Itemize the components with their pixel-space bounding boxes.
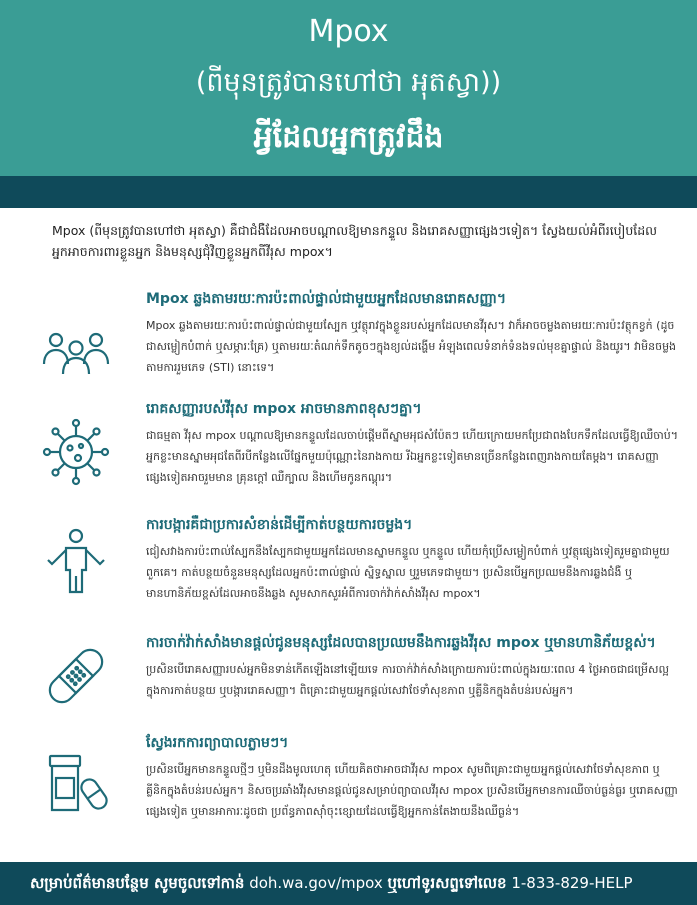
section-heading: រោគសញ្ញារបស់វីរុស mpox អាចមានភាពខុសៗគ្នា។: [146, 401, 422, 417]
footer-text: [30, 872, 633, 894]
section-body: ជាធម្មតា វីរុស mpox បណ្តាលឱ្យមានកន្ទួលដែលចាប់ផ្តើមពីស្នាមអុជសំប៉ែតៗ ហើយក្រោយមកប្រែជាពងបែកទឹកដែលធ្វើឱ្យឈឺចាប់។ អ្នកខ្លះមានស្នាមអុជតែពីរបីកន្លែងលើផ្នែកមួយប៉ុណ្ណោះនៃរាងកាយ រីឯអ្នកខ្លះទៀតមានច្រើនកន្លែងពេញរាងកាយតែម្តង។ រោគសញ្ញាផ្សេងទៀតអាចរួមមាន គ្រុនក្តៅ ឈឺក្បាល និងហើមកូនកណ្តុរ។: [146, 429, 678, 484]
footer-bar: [0, 862, 697, 905]
header-banner: [0, 0, 697, 176]
section-body: ជៀសវាងការប៉ះពាល់ស្បែកនឹងស្បែកជាមួយអ្នកដែលមានស្នាមកន្ទួល ឬកន្ទួល ហើយកុំប្រើសម្លៀកបំពាក់ ឬវត្ថុផ្សេងទៀតរួមគ្នាជាមួយពួកគេ។ កាត់បន្ថយចំនួនមនុស្សដែលអ្នកប៉ះពាល់ផ្ទាល់ ស្និទ្ធស្នាល ឬរួមភេទជាមួយ។ ប្រសិនបើអ្នកប្រឈមនឹងការឆ្លងជំងឺ ឬមានហានិភ័យខ្ពស់ដែលអាចនឹងឆ្លង សូមសាកសួរអំពីការចាក់វ៉ាក់សាំងវីរុស mpox។: [146, 545, 670, 600]
header-band: [0, 176, 697, 208]
footer-url[interactable]: doh.wa.gov/mpox: [249, 874, 383, 892]
footer-phone[interactable]: 1-833-829-HELP: [511, 874, 633, 892]
page-title: Mpox: [308, 14, 389, 49]
section-heading: ការចាក់វ៉ាក់សាំងមានផ្តល់ជូនមនុស្សដែលបានប្រឈមនឹងការឆ្លងវីរុស mpox ឬមានហានិភ័យខ្ពស់។: [146, 635, 656, 651]
section-heading: ស្វែងរកការព្យាបាលភ្លាមៗ។: [146, 735, 289, 751]
intro-paragraph: Mpox (ពីមុនត្រូវបានហៅថា អុតស្វា) គឺជាជំងឺដែលអាចបណ្តាលឱ្យមានកន្ទួល និងរោគសញ្ញាផ្សេងៗទៀត។ ស្វែងយល់អំពីរបៀបដែលអ្នកអាចការពារខ្លួនអ្នក និងមនុស្សជុំវិញខ្លួនអ្នកពីវីរុស mpox។: [52, 223, 658, 259]
page-subtitle: (ពីមុនត្រូវបានហៅថា អុតស្វា)): [195, 67, 502, 98]
medicine-bottle-icon: [40, 746, 112, 818]
section-heading: Mpox ឆ្លងតាមរយៈការប៉ះពាល់ផ្ទាល់ជាមួយអ្នកដែលមានរោគសញ្ញា។: [146, 291, 507, 307]
people-group-icon: [40, 318, 112, 390]
section-heading: ការបង្ការគឺជាប្រការសំខាន់ដើម្បីកាត់បន្ថយការចម្លង។: [146, 517, 413, 533]
footer-middle: ឬហៅទូរសព្ទទៅលេខ: [387, 874, 507, 892]
person-icon: [40, 526, 112, 598]
page-heading: អ្វីដែលអ្នកត្រូវដឹង: [253, 120, 444, 155]
bandage-icon: [40, 640, 112, 712]
virus-icon: [40, 416, 112, 488]
footer-prefix: សម្រាប់ព័ត៌មានបន្ថែម សូមចូលទៅកាន់: [30, 874, 245, 892]
section-body: ប្រសិនបើអ្នកមានកន្ទួលថ្មីៗ ឬមិនដឹងមូលហេតុ ហើយគិតថាអាចជាវីរុស mpox សូមពិគ្រោះជាមួយអ្នកផ្តល់សេវាថែទាំសុខភាព ឬគ្លីនិកក្នុងតំបន់របស់អ្នក។ និសចប្រឆាំងវីរុសមានផ្តល់ជូនសម្រាប់ព្យាបាលវីរុស mpox ប្រសិនបើអ្នកមានការឈឺចាប់ធ្ងន់ធ្ងរ ឬរោគសញ្ញាផ្សេងទៀត ឬមានអាការៈដូចជា ប្រព័ន្ធភាពស៊ាំចុះខ្សោយដែលធ្វើឱ្យអ្នកកាន់តែងាយនឹងឈឺធ្ងន់។: [146, 763, 678, 818]
section-body: ប្រសិនបើរោគសញ្ញារបស់អ្នកមិនទាន់កើតឡើងនៅឡើយទេ ការចាក់វ៉ាក់សាំងក្រោយការប៉ះពាល់ក្នុងរយៈពេល 4 ថ្ងៃអាចជាជម្រើសល្អក្នុងការកាត់បន្ថយ ឬបង្ការរោគសញ្ញា។ ពិគ្រោះជាមួយអ្នកផ្តល់សេវាថែទាំសុខភាព ឬគ្លីនិកក្នុងតំបន់របស់អ្នក។: [146, 663, 669, 697]
section-body: Mpox ឆ្លងតាមរយៈការប៉ះពាល់ផ្ទាល់ជាមួយស្បែក ឬវត្ថុរាវក្នុងខ្លួនរបស់អ្នកដែលមានវីរុស។ វាក៏អាចចម្លងតាមរយៈការប៉ះវត្ថុកខ្វក់ (ដូចជាសម្លៀកបំពាក់ ឬសម្ភារៈគ្រែ) ឬតាមរយៈតំណក់ទឹកតូចៗក្នុងខ្យល់ដង្ហើម អំឡុងពេលទំនាក់ទំនងទល់មុខគ្នាផ្ទាល់ និងយូរ។ វាមិនចម្លងតាមការរួមភេទ (STI) នោះទេ។: [146, 319, 677, 374]
